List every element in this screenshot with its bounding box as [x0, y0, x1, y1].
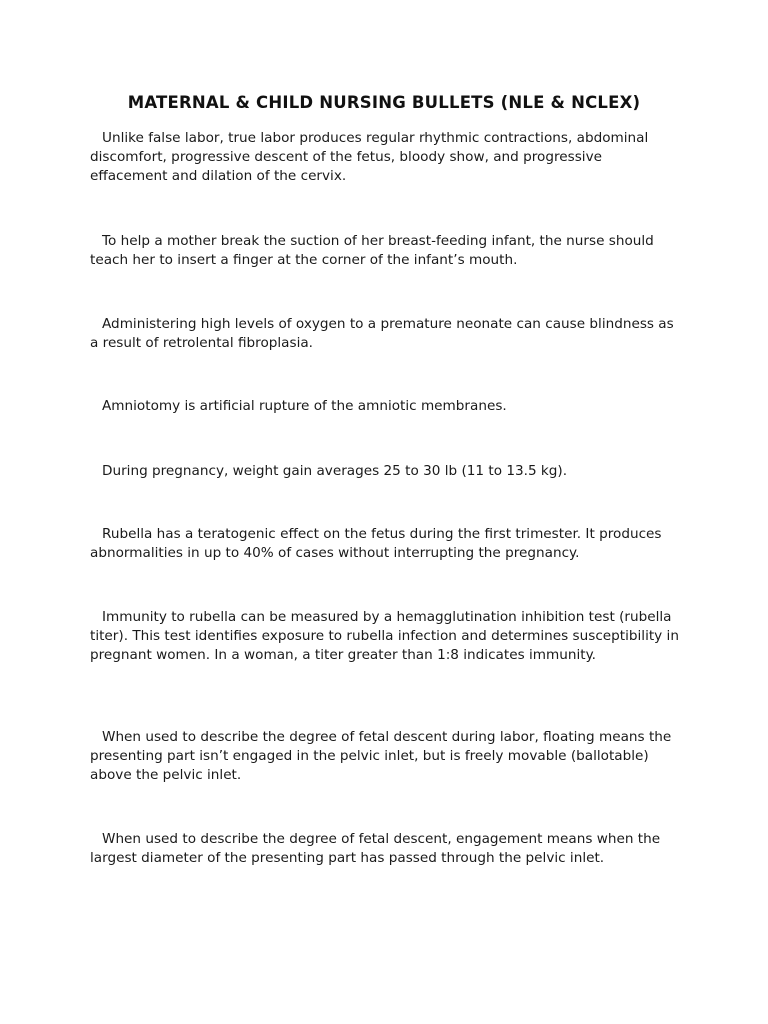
paragraph-oxygen-premature-neonate: Administering high levels of oxygen to a premature neonate can cause blindness as a result of retrolental fibroplasia.: [90, 316, 674, 351]
paragraph-floating: When used to describe the degree of fetal descent during labor, floating means the presenting part isn’t engaged in the pelvic inlet, but is freely movable (ballotable) above the pelvic inlet.: [90, 729, 672, 783]
paragraph-engagement: When used to describe the degree of fetal descent, engagement means when the largest diameter of the presenting part has passed through the pelvic inlet.: [90, 831, 661, 866]
document-title: MATERNAL & CHILD NURSING BULLETS (NLE & NCLEX): [127, 93, 641, 112]
paragraph-breast-feeding-suction: To help a mother break the suction of her breast-feeding infant, the nurse should teach her to insert a finger at the corner of the infant’s mouth.: [90, 233, 654, 268]
paragraph-weight-gain: During pregnancy, weight gain averages 25 to 30 lb (11 to 13.5 kg).: [102, 463, 568, 479]
paragraph-rubella-teratogenic: Rubella has a teratogenic effect on the fetus during the first trimester. It produces abnormalities in up to 40% of cases without interrupting the pregnancy.: [90, 526, 662, 561]
paragraph-true-labor: Unlike false labor, true labor produces regular rhythmic contractions, abdominal discomfort, progressive descent of the fetus, bloody show, and progressive effacement and dilation of the cervix.: [90, 130, 649, 184]
paragraph-amniotomy: Amniotomy is artificial rupture of the amniotic membranes.: [102, 398, 507, 414]
paragraph-rubella-immunity: Immunity to rubella can be measured by a hemagglutination inhibition test (rubella titer). This test identifies exposure to rubella infection and determines susceptibility in pregnant women. In a woman, a titer greater than 1:8 indicates immunity.: [90, 609, 679, 663]
